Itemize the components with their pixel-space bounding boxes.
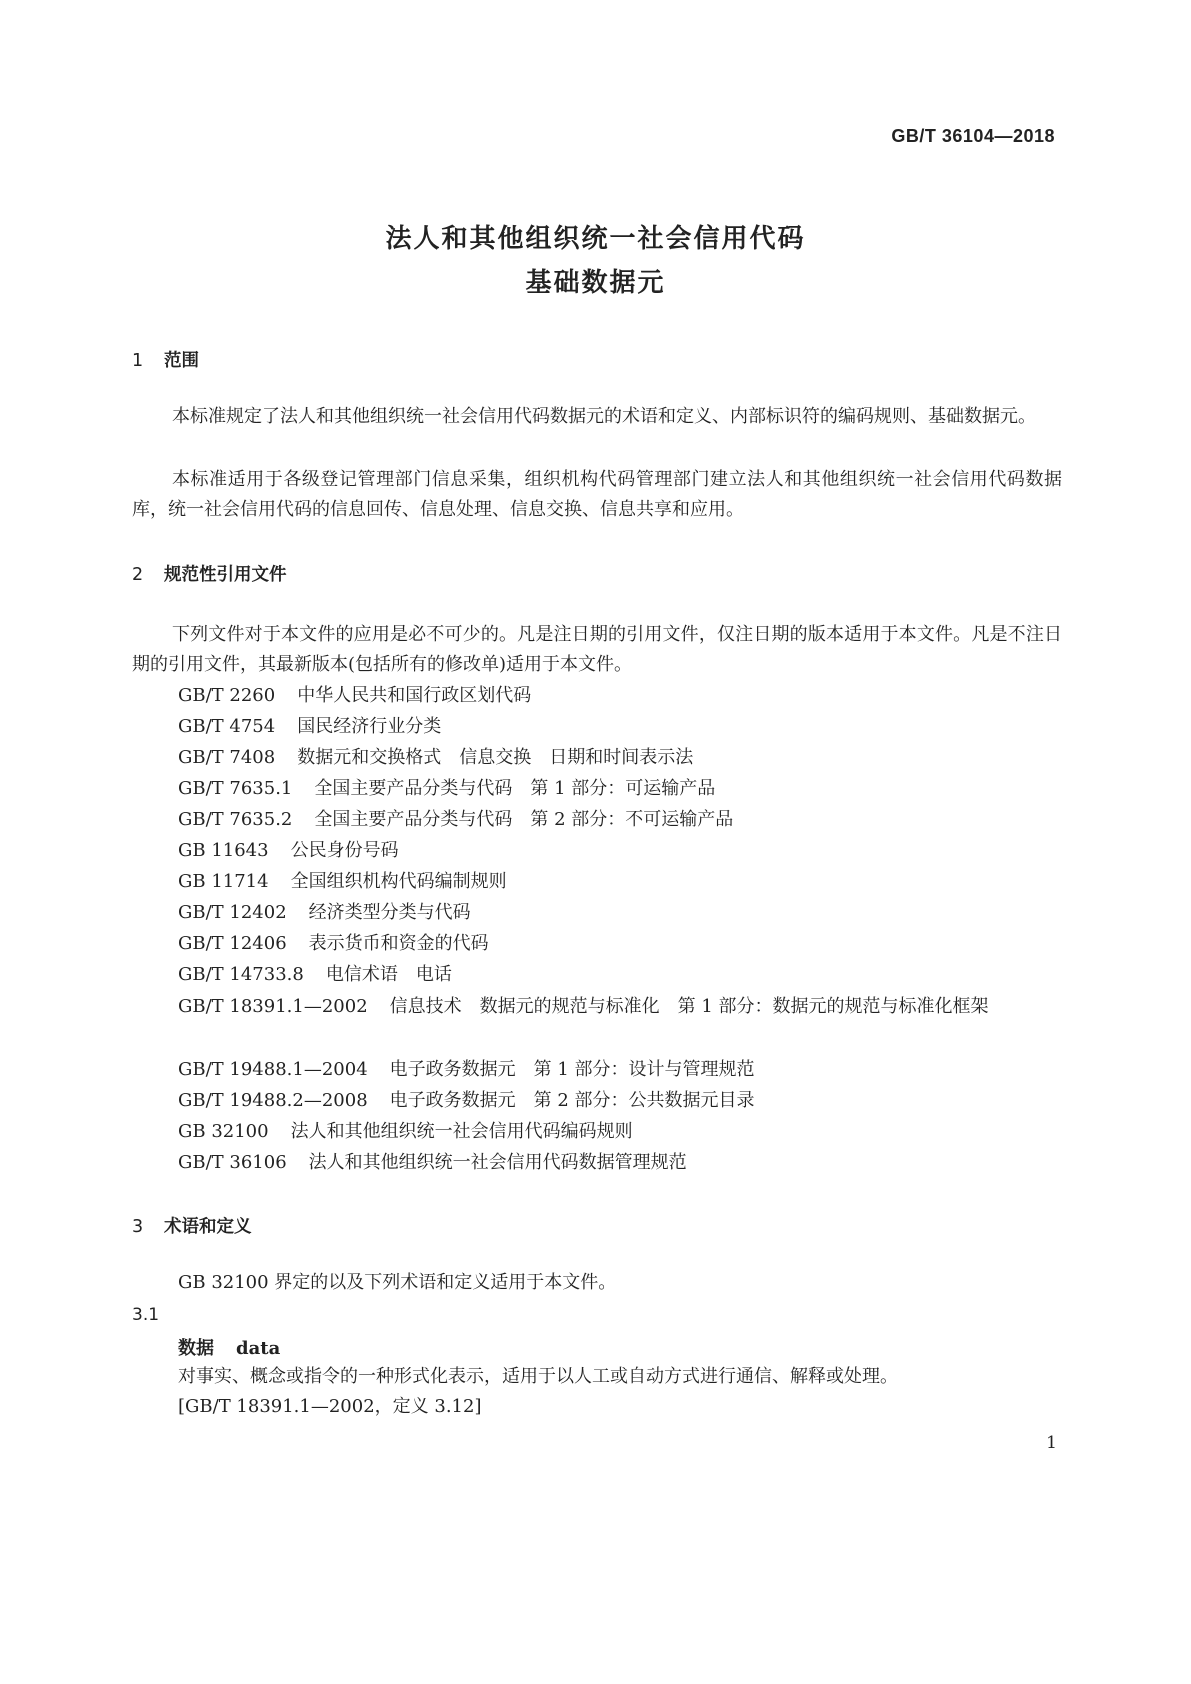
section-title: 范围 bbox=[164, 351, 199, 371]
paragraph: 本标准规定了法人和其他组织统一社会信用代码数据元的术语和定义、内部标识符的编码规则、基础数据元。 bbox=[172, 406, 1036, 427]
document-title-line2: 基础数据元 bbox=[525, 268, 666, 298]
reference-item: GB/T 4754 国民经济行业分类 bbox=[178, 716, 442, 737]
reference-item: GB/T 12402 经济类型分类与代码 bbox=[178, 902, 471, 923]
reference-item: GB/T 19488.1—2004 电子政务数据元 第 1 部分：设计与管理规范 bbox=[178, 1059, 755, 1080]
reference-item: GB/T 19488.2—2008 电子政务数据元 第 2 部分：公共数据元目录 bbox=[178, 1090, 755, 1111]
term-en: data bbox=[236, 1338, 281, 1359]
reference-item: GB 11714 全国组织机构代码编制规则 bbox=[178, 871, 507, 892]
section-number: 3 bbox=[132, 1217, 144, 1237]
reference-item: GB/T 18391.1—2002 信息技术 数据元的规范与标准化 第 1 部分：数据元的规范与标准化框架 bbox=[178, 996, 989, 1017]
document-title-line1: 法人和其他组织统一社会信用代码 bbox=[385, 224, 806, 254]
section-number: 1 bbox=[132, 351, 144, 371]
paragraph: 下列文件对于本文件的应用是必不可少的。凡是注日期的引用文件，仅注日期的版本适用于本文件。凡是不注日期的引用文件，其最新版本(包括所有的修改单)适用于本文件。 bbox=[132, 624, 1062, 675]
section-heading-terms-and-definitions bbox=[132, 1213, 252, 1238]
page-number: 1 bbox=[1046, 1433, 1057, 1453]
reference-item: GB/T 2260 中华人民共和国行政区划代码 bbox=[178, 685, 532, 706]
reference-item: GB 11643 公民身份号码 bbox=[178, 840, 399, 861]
section-title: 术语和定义 bbox=[164, 1217, 252, 1237]
paragraph: 本标准适用于各级登记管理部门信息采集，组织机构代码管理部门建立法人和其他组织统一社会信用代码数据库，统一社会信用代码的信息回传、信息处理、信息交换、信息共享和应用。 bbox=[132, 469, 1062, 520]
section-heading-scope bbox=[132, 347, 199, 372]
standard-code: GB/T 36104—2018 bbox=[891, 126, 1055, 146]
term-definition: 对事实、概念或指令的一种形式化表示，适用于以人工或自动方式进行通信、解释或处理。 bbox=[178, 1366, 898, 1387]
reference-item: GB/T 7635.1 全国主要产品分类与代码 第 1 部分：可运输产品 bbox=[178, 778, 716, 799]
reference-item: GB/T 12406 表示货币和资金的代码 bbox=[178, 933, 489, 954]
section-number: 2 bbox=[132, 565, 144, 585]
section-title: 规范性引用文件 bbox=[164, 565, 287, 585]
section-heading-normative-references bbox=[132, 561, 287, 586]
reference-item: GB/T 7408 数据元和交换格式 信息交换 日期和时间表示法 bbox=[178, 747, 694, 768]
reference-item: GB/T 14733.8 电信术语 电话 bbox=[178, 964, 452, 985]
term-title bbox=[178, 1334, 280, 1360]
paragraph: GB 32100 界定的以及下列术语和定义适用于本文件。 bbox=[178, 1272, 617, 1293]
term-zh: 数据 bbox=[178, 1338, 214, 1359]
reference-item: GB/T 7635.2 全国主要产品分类与代码 第 2 部分：不可运输产品 bbox=[178, 809, 734, 830]
term-number: 3.1 bbox=[132, 1305, 160, 1325]
reference-item: GB/T 36106 法人和其他组织统一社会信用代码数据管理规范 bbox=[178, 1152, 687, 1173]
reference-item: GB 32100 法人和其他组织统一社会信用代码编码规则 bbox=[178, 1121, 633, 1142]
term-source: [GB/T 18391.1—2002，定义 3.12] bbox=[178, 1396, 482, 1417]
